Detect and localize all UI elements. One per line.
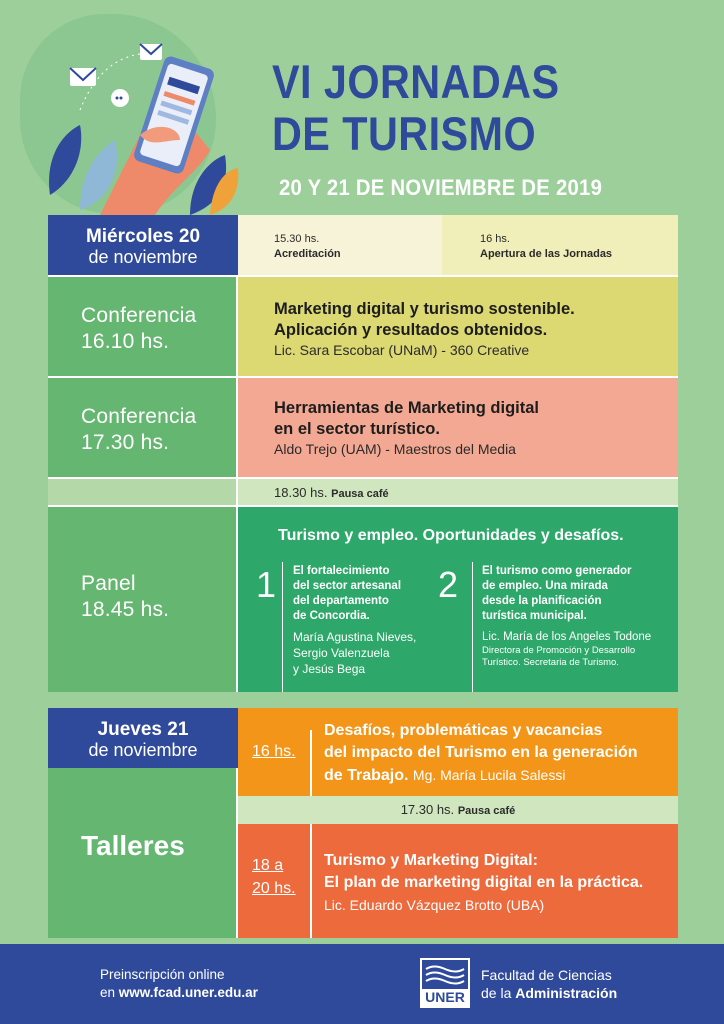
uner-logo: UNER <box>420 958 470 1008</box>
conf1-label: Conferencia 16.10 hs. <box>48 275 238 376</box>
conf2-content: Herramientas de Marketing digital en el sector turístico. Aldo Trejo (UAM) - Maestros del Media <box>238 376 678 477</box>
faculty-name: Facultad de Ciencias de la Administración <box>481 967 618 1001</box>
day2-header: Jueves 21 de noviembre <box>48 708 238 768</box>
taller1: 16 hs. Desafíos, problemáticas y vacancias del impacto del Turismo en la generación de Trabajo. Mg. María Lucila Salessi <box>238 708 678 796</box>
footer: Preinscripción online en www.fcad.uner.edu.ar UNER Facultad de Ciencias de la Administración <box>0 944 724 1024</box>
apertura-cell: 16 hs. Apertura de las Jornadas <box>442 215 678 275</box>
panel-number-2: 2 <box>438 564 459 605</box>
pausa2: 17.30 hs. Pausa café <box>238 796 678 824</box>
event-title: VI JORNADAS DE TURISMO <box>272 55 560 160</box>
panel-item-1: El fortalecimiento del sector artesanal del departamento de Concordia. María Agustina Nieves, Sergio Valenzuela y Jesús Bega <box>293 565 417 676</box>
panel-content: Turismo y empleo. Oportunidades y desafíos. 1 El fortalecimiento del sector artesanal del departamento de Concordia. María Agustina Nieves, Sergio Valenzuela y Jesús Bega 2 El turismo como generador de empleo. Una mirada desde la planificación turística municipal. Lic. María de los Angeles Todone Directora de Promoción y Desarrollo Turístico. Secretaria de Turismo. <box>238 505 678 692</box>
talleres-label: Talleres <box>48 768 238 938</box>
divider <box>282 562 283 692</box>
panel-item-2: El turismo como generador de empleo. Una mirada desde la planificación turística municipal. Lic. María de los Angeles Todone Directora de Promoción y Desarrollo Turístico. Secretaria de Turismo. <box>482 565 652 668</box>
divider <box>310 730 312 796</box>
day1-header: Miércoles 20 de noviembre <box>48 215 238 275</box>
taller2: 18 a 20 hs. Turismo y Marketing Digital: El plan de marketing digital en la práctica. Lic. Eduardo Vázquez Brotto (UBA) <box>238 824 678 938</box>
divider <box>310 824 312 938</box>
website-link[interactable]: www.fcad.uner.edu.ar <box>118 985 258 1000</box>
phone-hand-illustration <box>40 40 260 220</box>
conf1-content: Marketing digital y turismo sostenible. Aplicación y resultados obtenidos. Lic. Sara Escobar (UNaM) - 360 Creative <box>238 275 678 376</box>
event-date: 20 Y 21 DE NOVIEMBRE DE 2019 <box>279 175 603 200</box>
panel-number-1: 1 <box>256 564 277 605</box>
pausa1: 18.30 hs. Pausa café <box>238 477 678 505</box>
panel-label: Panel 18.45 hs. <box>48 505 238 692</box>
pausa1-left <box>48 477 238 505</box>
conf2-label: Conferencia 17.30 hs. <box>48 376 238 477</box>
divider <box>472 562 473 692</box>
acreditacion-cell: 15.30 hs. Acreditación <box>238 215 442 275</box>
